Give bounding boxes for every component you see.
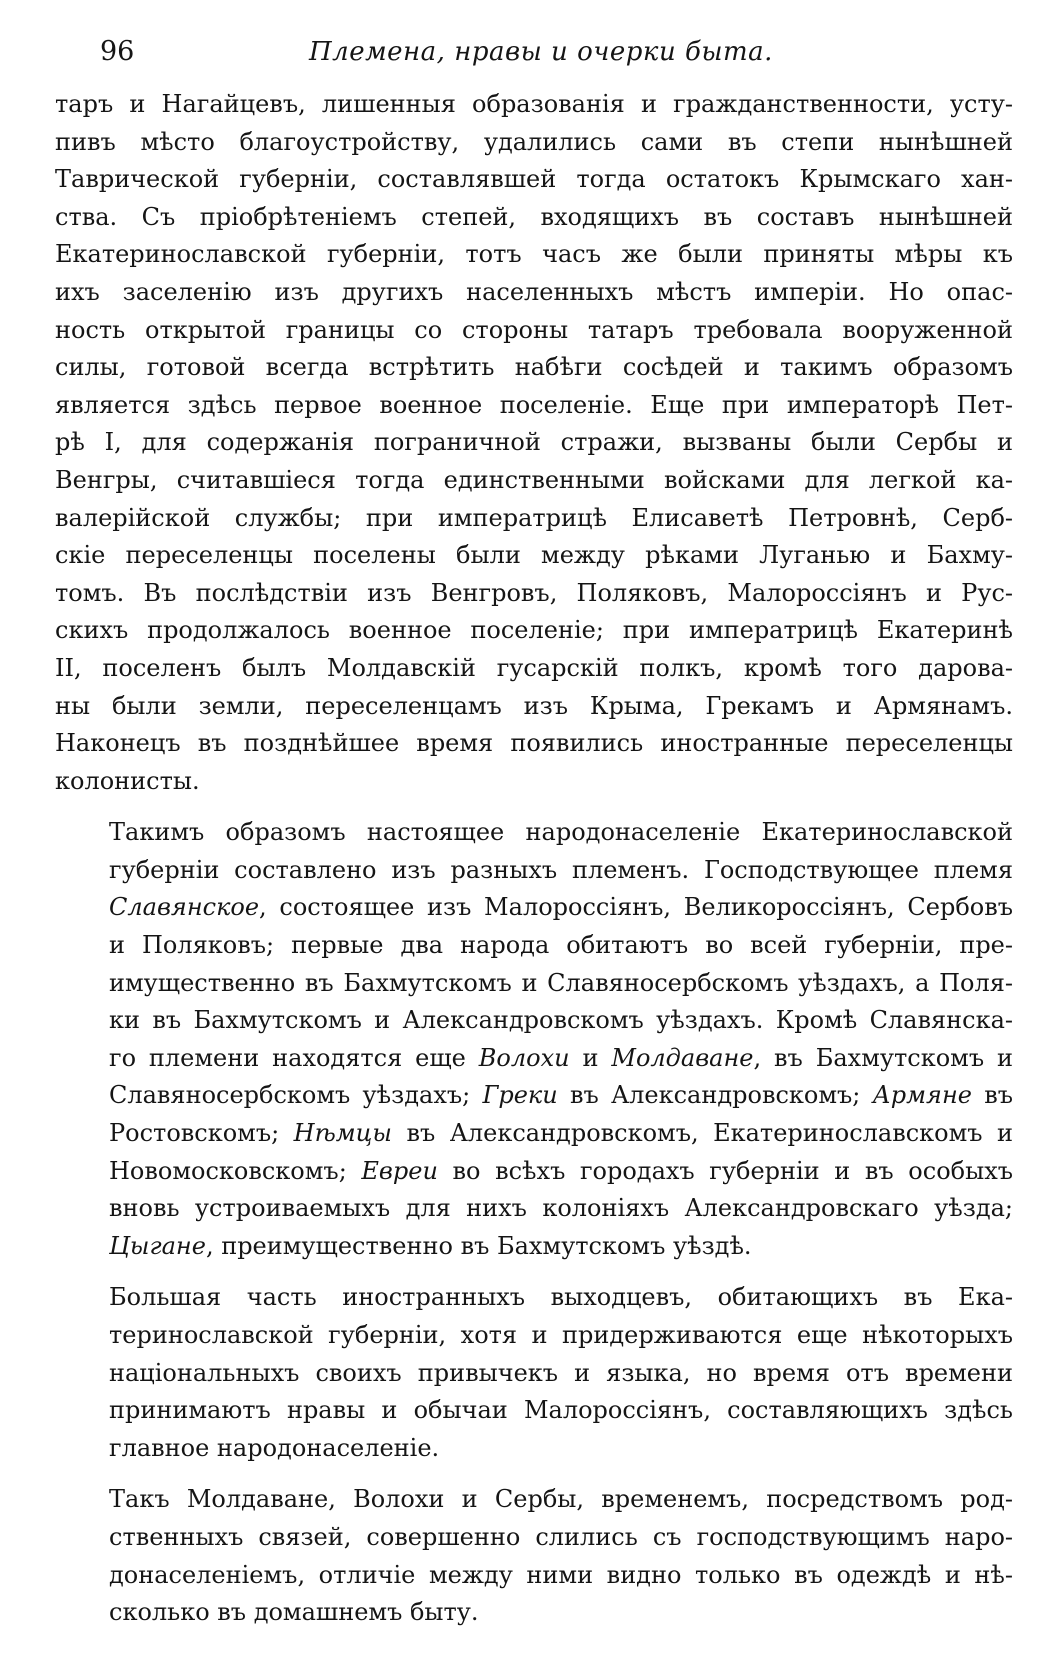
text-run: Большая часть иностранныхъ выходцевъ, обитающихъ въ Ека-	[109, 1283, 1013, 1312]
text-run: теринославской губерніи, хотя и придерживаются еще нѣкоторыхъ	[109, 1321, 1013, 1349]
text-line	[55, 500, 1013, 538]
text-run: пивъ мѣсто благоустройству, удалились сами въ степи нынѣшней	[55, 127, 1013, 156]
text-run: донаселеніемъ, отличіе между ними видно только въ одеждѣ и нѣ-	[109, 1560, 1013, 1589]
text-line	[55, 688, 1013, 726]
text-run: ственныхъ связей, совершенно слились съ господствующимъ наро-	[109, 1522, 1013, 1551]
text-line	[55, 349, 1013, 387]
text-run: въ Александровскомъ;	[557, 1081, 873, 1110]
text-run: колонисты.	[55, 766, 200, 795]
text-line	[55, 1190, 1013, 1228]
text-run: томъ. Въ послѣдствіи изъ Венгровъ, Поляковъ, Малороссіянъ и Рус-	[55, 578, 1013, 607]
text-line	[55, 612, 1013, 650]
text-run: въ	[971, 1081, 1013, 1110]
paragraph	[55, 1279, 1013, 1467]
text-run: вновь устроиваемыхъ для нихъ колоніяхъ Александровскаго уѣзда;	[109, 1194, 1013, 1223]
text-line	[55, 1002, 1013, 1040]
text-line	[55, 927, 1013, 965]
text-run: Новомосковскомъ;	[109, 1156, 362, 1185]
text-run: сколько въ домашнемъ быту.	[109, 1598, 479, 1627]
text-run: II, поселенъ былъ Молдавскій гусарскій полкъ, кромѣ того дарова-	[55, 653, 1013, 682]
italic-term: Славянское	[109, 893, 260, 922]
text-line	[55, 763, 1013, 801]
body-text	[55, 86, 1013, 1632]
text-line	[55, 1040, 1013, 1078]
text-line	[55, 274, 1013, 312]
text-line	[55, 1594, 1013, 1632]
text-line	[55, 312, 1013, 350]
text-line	[55, 814, 1013, 852]
text-line	[55, 1279, 1013, 1317]
italic-term: Армяне	[872, 1081, 972, 1110]
text-run: во всѣхъ городахъ губерніи и въ особыхъ	[437, 1156, 1013, 1185]
text-line	[55, 424, 1013, 462]
running-title: Племена, нравы и очерки быта.	[309, 37, 773, 67]
text-line	[55, 1519, 1013, 1557]
page-number: 96	[100, 36, 135, 67]
text-line	[55, 161, 1013, 199]
text-line	[55, 1392, 1013, 1430]
text-line	[55, 725, 1013, 763]
italic-term: Молдаване	[611, 1043, 754, 1072]
text-line	[55, 199, 1013, 237]
text-line	[55, 1355, 1013, 1393]
text-line	[55, 387, 1013, 425]
text-run: является здѣсь первое военное поселеніе. Еще при императорѣ Пет-	[55, 390, 1013, 419]
text-run: рѣ I, для содержанія пограничной стражи, вызваны были Сербы и	[55, 428, 1013, 457]
paragraph	[55, 86, 1013, 800]
text-run: валерійской службы; при императрицѣ Елисаветѣ Петровнѣ, Серб-	[55, 503, 1013, 532]
text-run: принимаютъ нравы и обычаи Малороссіянъ, составляющихъ здѣсь	[109, 1396, 1013, 1425]
text-line	[55, 575, 1013, 613]
italic-term: Цыгане	[109, 1231, 206, 1260]
paragraph-gap	[55, 800, 1013, 814]
text-line	[55, 86, 1013, 124]
paragraph	[55, 1481, 1013, 1631]
text-run: ность открытой границы со стороны татаръ требовала вооруженной	[55, 315, 1013, 344]
text-line	[55, 1430, 1013, 1468]
text-run: Таврической губерніи, составлявшей тогда остатокъ Крымскаго хан-	[55, 165, 1013, 194]
text-run: ки въ Бахмутскомъ и Александровскомъ уѣздахъ. Кромѣ Славянска-	[109, 1006, 1013, 1035]
text-run: ны были земли, переселенцамъ изъ Крыма, Грекамъ и Армянамъ.	[55, 691, 1013, 720]
text-line	[55, 236, 1013, 274]
text-run: національныхъ своихъ привычекъ и языка, но время отъ времени	[109, 1358, 1013, 1387]
text-run: , преимущественно въ Бахмутскомъ уѣздѣ.	[205, 1231, 752, 1260]
text-run: и	[569, 1043, 612, 1072]
text-run: Наконецъ въ позднѣйшее время появились иностранные переселенцы	[55, 729, 1013, 758]
text-line	[55, 852, 1013, 890]
text-run: скихъ продолжалось военное поселеніе; при императрицѣ Екатеринѣ	[55, 616, 1013, 645]
text-line	[55, 650, 1013, 688]
text-run: ства. Съ пріобрѣтеніемъ степей, входящихъ въ составъ нынѣшней	[55, 202, 1013, 231]
text-run: го племени находятся еще	[109, 1043, 479, 1072]
text-line	[55, 462, 1013, 500]
text-run: , въ Бахмутскомъ и	[753, 1043, 1013, 1072]
text-run: скіе переселенцы поселены были между рѣками Луганью и Бахму-	[55, 541, 1013, 570]
text-run: силы, готовой всегда встрѣтить набѣги сосѣдей и такимъ образомъ	[55, 353, 1013, 382]
text-line	[55, 889, 1013, 927]
text-run: имущественно въ Бахмутскомъ и Славяносербскомъ уѣздахъ, а Поля-	[109, 968, 1013, 997]
italic-term: Евреи	[361, 1156, 438, 1185]
text-line	[55, 1481, 1013, 1519]
text-run: ихъ заселенію изъ другихъ населенныхъ мѣстъ имперіи. Но опас-	[55, 277, 1013, 306]
text-line	[55, 1228, 1013, 1266]
text-run: Славяносербскомъ уѣздахъ;	[109, 1081, 483, 1110]
text-line	[55, 1557, 1013, 1595]
text-line	[55, 965, 1013, 1003]
text-line	[55, 537, 1013, 575]
italic-term: Волохи	[478, 1043, 570, 1072]
text-line	[55, 1153, 1013, 1191]
text-line	[55, 1077, 1013, 1115]
text-line	[55, 1317, 1013, 1355]
paragraph-gap	[55, 1265, 1013, 1279]
text-run: въ Александровскомъ, Екатеринославскомъ и	[391, 1119, 1014, 1148]
text-run: Такимъ образомъ настоящее народонаселеніе Екатеринославской	[109, 818, 1013, 847]
text-run: и Поляковъ; первые два народа обитаютъ во всей губерніи, пре-	[109, 931, 1013, 960]
text-run: губерніи составлено изъ разныхъ племенъ. Господствующее племя	[109, 855, 1013, 884]
text-run: Такъ Молдаване, Волохи и Сербы, временемъ, посредствомъ род-	[109, 1485, 1013, 1514]
text-run: Венгры, считавшіеся тогда единственными войсками для легкой ка-	[55, 465, 1013, 494]
text-line	[55, 124, 1013, 162]
text-run: , состоящее изъ Малороссіянъ, Великороссіянъ, Сербовъ	[259, 893, 1013, 922]
text-run: Ростовскомъ;	[109, 1119, 294, 1148]
text-run: Екатеринославской губерніи, тотъ часъ же были приняты мѣры къ	[55, 240, 1013, 269]
text-run: таръ и Нагайцевъ, лишенныя образованія и гражданственности, усту-	[55, 90, 1013, 118]
paragraph	[55, 814, 1013, 1265]
italic-term: Греки	[482, 1081, 558, 1110]
paragraph-gap	[55, 1467, 1013, 1481]
italic-term: Нѣмцы	[293, 1119, 392, 1148]
text-run: главное народонаселеніе.	[109, 1433, 440, 1462]
running-head	[55, 30, 1013, 78]
text-line	[55, 1115, 1013, 1153]
